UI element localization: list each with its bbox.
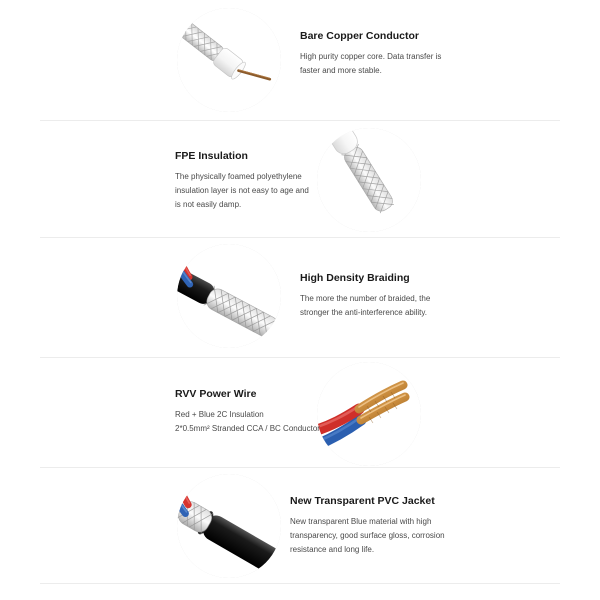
feature-desc-5: New transparent Blue material with high transparency, good surface gloss, corrosion resistance and long life. (290, 516, 445, 554)
feature-title-5: New Transparent PVC Jacket (290, 495, 435, 507)
cable-closeup-image-5 (177, 474, 281, 578)
feature-text-1 (300, 30, 480, 78)
feature-title-3: High Density Braiding (300, 272, 410, 284)
feature-desc-4: Red + Blue 2C Insulation 2*0.5mm² Stranded CCA / BC Conductor (175, 409, 320, 433)
feature-title-1: Bare Copper Conductor (300, 30, 420, 42)
feature-title-2: FPE Insulation (175, 150, 248, 162)
cable-closeup-image-3 (177, 244, 281, 348)
section-divider-3 (40, 357, 560, 358)
feature-desc-1: High purity copper core. Data transfer is faster and more stable. (300, 51, 442, 75)
feature-text-5 (290, 495, 490, 557)
feature-title-4: RVV Power Wire (175, 388, 257, 400)
feature-text-3 (300, 272, 480, 320)
section-divider-4 (40, 467, 560, 468)
feature-text-4 (175, 388, 375, 436)
section-divider-2 (40, 237, 560, 238)
cable-closeup-image-1 (177, 8, 281, 112)
section-divider-1 (40, 120, 560, 121)
section-divider-5 (40, 583, 560, 584)
feature-text-2 (175, 150, 355, 212)
feature-desc-2: The physically foamed polyethylene insulation layer is not easy to age and is not easily damp. (175, 171, 309, 209)
feature-desc-3: The more the number of braided, the stronger the anti-interference ability. (300, 293, 431, 317)
